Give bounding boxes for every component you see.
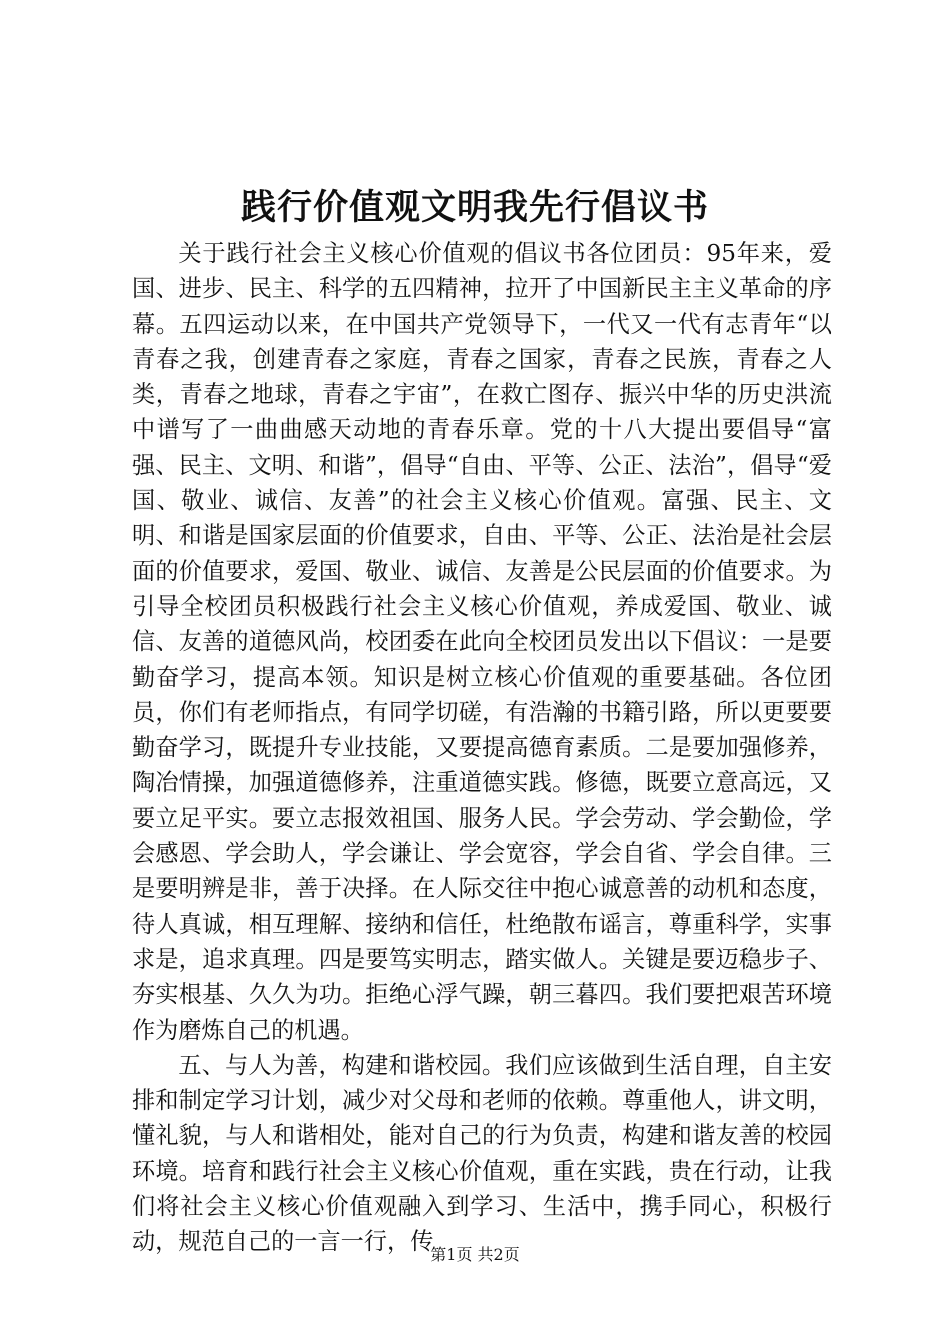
paragraph-1: 关于践行社会主义核心价值观的倡议书各位团员：95年来，爱国、进步、民主、科学的五四精神，拉开了中国新民主主义革命的序幕。五四运动以来，在中国共产党领导下，一代又一代有志青年“以青春之我，创建青春之家庭，青春之国家，青春之民族，青春之人类，青春之地球，青春之宇宙”，在救亡图存、振兴中华的历史洪流中谱写了一曲曲感天动地的青春乐章。党的十八大提出要倡导“富强、民主、文明、和谐”，倡导“自由、平等、公正、法治”，倡导“爱国、敬业、诚信、友善”的社会主义核心价值观。富强、民主、文明、和谐是国家层面的价值要求，自由、平等、公正、法治是社会层面的价值要求，爱国、敬业、诚信、友善是公民层面的价值要求。为引导全校团员积极践行社会主义核心价值观，养成爱国、敬业、诚信、友善的道德风尚，校团委在此向全校团员发出以下倡议：一是要勤奋学习，提高本领。知识是树立核心价值观的重要基础。各位团员，你们有老师指点，有同学切磋，有浩瀚的书籍引路，所以更要要勤奋学习，既提升专业技能，又要提高德育素质。二是要加强修养，陶冶情操，加强道德修养，注重道德实践。修德，既要立意高远，又要立足平实。要立志报效祖国、服务人民。学会劳动、学会勤俭，学会感恩、学会助人，学会谦让、学会宽容，学会自省、学会自律。三是要明辨是非，善于决择。在人际交往中抱心诚意善的动机和态度，待人真诚，相互理解、接纳和信任，杜绝散布谣言，尊重科学，实事求是，追求真理。四是要笃实明志，踏实做人。关键是要迈稳步子、夯实根基、久久为功。拒绝心浮气躁，朝三暮四。我们要把艰苦环境作为磨炼自己的机遇。 [132,240,832,1044]
paragraph-2: 五、与人为善，构建和谐校园。我们应该做到生活自理，自主安排和制定学习计划，减少对父母和老师的依赖。尊重他人，讲文明，懂礼貌，与人和谐相处，能对自己的行为负责，构建和谐友善的校园环境。培育和践行社会主义核心价值观，重在实践，贵在行动，让我们将社会主义核心价值观融入到学习、生活中，携手同心，积极行动，规范自己的一言一行，传 [132,1051,832,1256]
page-number-footer: 第1页 共2页 [430,1245,520,1264]
document-title: 践行价值观文明我先行倡议书 [240,187,709,228]
document-body [132,236,832,1260]
